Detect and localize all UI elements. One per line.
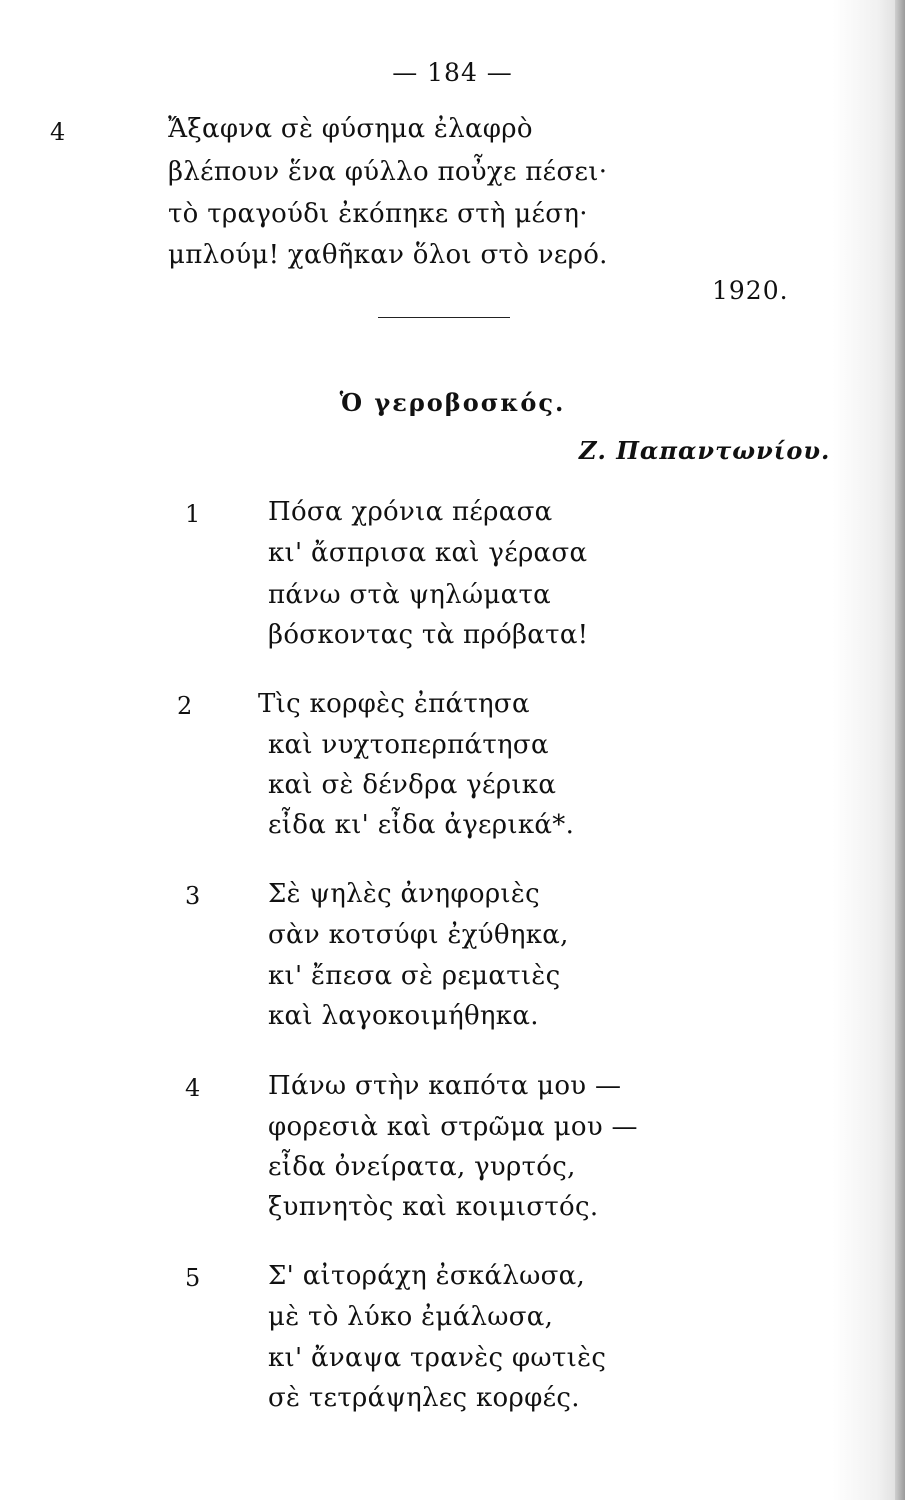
- section-divider: [378, 317, 510, 318]
- stanza-line: βόσκοντας τὰ πρόβατα!: [268, 620, 589, 650]
- stanza-number: 1: [185, 500, 201, 528]
- previous-line-4: μπλούμ! χαθῆκαν ὅλοι στὸ νερό.: [168, 240, 608, 270]
- stanza-number: 5: [185, 1264, 201, 1292]
- stanza-line: κι' ἔπεσα σὲ ρεματιὲς: [268, 961, 561, 991]
- stanza-line: σὰν κοτσύφι ἐχύθηκα,: [268, 920, 569, 950]
- stanza-line: καὶ νυχτοπερπάτησα: [268, 730, 549, 760]
- stanza-line: Πάνω στὴν καπότα μου —: [268, 1071, 622, 1101]
- previous-line-2: βλέπουν ἕνα φύλλο ποὖχε πέσει·: [168, 157, 608, 187]
- stanza-line: εἶδα κι' εἶδα ἀγερικά*.: [268, 810, 575, 840]
- previous-line-1: Ἄξαφνα σὲ φύσημα ἐλαφρὸ: [168, 114, 533, 144]
- stanza-line: Σ' αἰτοράχη ἐσκάλωσα,: [268, 1261, 586, 1291]
- stanza-number: 4: [185, 1074, 201, 1102]
- stanza-number: 3: [185, 882, 201, 910]
- stanza-line: πάνω στὰ ψηλώματα: [268, 580, 552, 610]
- previous-stanza-number: 4: [50, 118, 66, 146]
- page-edge-shadow: [895, 0, 905, 1500]
- stanza-line: Τὶς κορφὲς ἐπάτησα: [258, 689, 530, 719]
- poem-year: 1920.: [712, 276, 789, 305]
- stanza-line: εἶδα ὀνείρατα, γυρτός,: [268, 1152, 576, 1182]
- stanza-line: φορεσιὰ καὶ στρῶμα μου —: [268, 1112, 638, 1142]
- stanza-line: Πόσα χρόνια πέρασα: [268, 497, 553, 527]
- previous-line-3: τὸ τραγούδι ἐκόπηκε στὴ μέση·: [168, 199, 588, 229]
- stanza-line: Σὲ ψηλὲς ἀνηφοριὲς: [268, 879, 541, 909]
- stanza-line: σὲ τετράψηλες κορφές.: [268, 1383, 580, 1413]
- stanza-line: κι' ἄσπρισα καὶ γέρασα: [268, 538, 588, 568]
- stanza-line: ξυπνητὸς καὶ κοιμιστός.: [268, 1192, 599, 1222]
- page-number: — 184 —: [392, 58, 513, 87]
- poem-title: Ὁ γεροβοσκός.: [339, 388, 566, 417]
- stanza-number: 2: [177, 692, 193, 720]
- stanza-line: καὶ σὲ δένδρα γέρικα: [268, 770, 557, 800]
- stanza-line: καὶ λαγοκοιμήθηκα.: [268, 1001, 539, 1031]
- stanza-line: κι' ἄναψα τρανὲς φωτιὲς: [268, 1343, 607, 1373]
- poem-author: Ζ. Παπαντωνίου.: [579, 436, 831, 465]
- stanza-line: μὲ τὸ λύκο ἐμάλωσα,: [268, 1302, 554, 1332]
